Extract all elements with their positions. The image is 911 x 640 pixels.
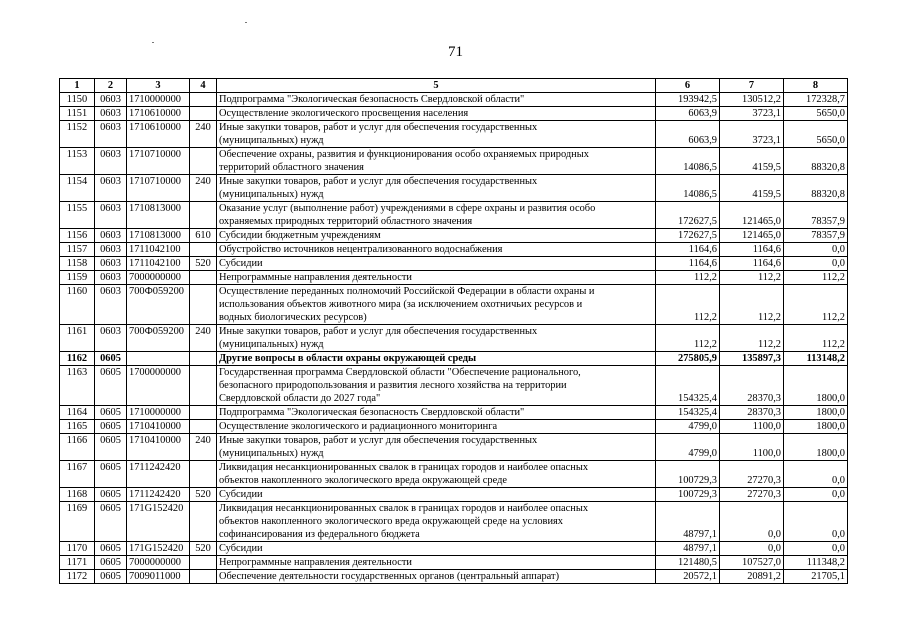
amount-cell: 0,0	[784, 257, 848, 271]
expense-type-cell	[190, 148, 217, 175]
amount-cell: 4159,5	[720, 148, 784, 175]
expense-type-cell: 240	[190, 434, 217, 461]
amount-cell: 275805,9	[656, 352, 720, 366]
amount-cell: 112,2	[720, 325, 784, 352]
table-row	[60, 461, 848, 488]
amount-cell: 0,0	[720, 542, 784, 556]
amount-cell: 172627,5	[656, 229, 720, 243]
row-number-cell: 1164	[60, 406, 95, 420]
amount-cell: 0,0	[784, 243, 848, 257]
expense-type-cell: 240	[190, 121, 217, 148]
expense-type-cell	[190, 271, 217, 285]
table-row	[60, 243, 848, 257]
amount-cell: 27270,3	[720, 461, 784, 488]
amount-cell: 1800,0	[784, 366, 848, 406]
section-cell: 0603	[95, 107, 127, 121]
item-name-cell	[217, 202, 656, 229]
expense-type-cell	[190, 420, 217, 434]
item-name-line: Иные закупки товаров, работ и услуг для обеспечения государственных	[219, 326, 538, 337]
row-number-cell: 1170	[60, 542, 95, 556]
scan-speck	[245, 22, 247, 23]
target-code-cell: 1710813000	[127, 229, 190, 243]
amount-cell: 112,2	[784, 271, 848, 285]
expense-type-cell	[190, 285, 217, 325]
table-row	[60, 202, 848, 229]
amount-cell: 112,2	[720, 271, 784, 285]
table-row	[60, 556, 848, 570]
item-name-line: территорий областного значения	[219, 162, 364, 173]
section-cell: 0605	[95, 502, 127, 542]
item-name-line: объектов накопленного экологического вреда окружающей среде	[219, 475, 507, 486]
table-row	[60, 488, 848, 502]
target-code-cell: 7000000000	[127, 271, 190, 285]
item-name-cell	[217, 271, 656, 285]
column-header: 7	[720, 79, 784, 93]
amount-cell: 1800,0	[784, 434, 848, 461]
item-name-cell	[217, 175, 656, 202]
item-name-line: Осуществление экологического просвещения населения	[219, 108, 469, 119]
amount-cell: 130512,2	[720, 93, 784, 107]
item-name-line: объектов накопленного экологического вреда окружающей среде на условиях	[219, 516, 563, 527]
table-row	[60, 542, 848, 556]
expense-type-cell	[190, 461, 217, 488]
target-code-cell: 1710813000	[127, 202, 190, 229]
row-number-cell: 1154	[60, 175, 95, 202]
section-cell: 0603	[95, 325, 127, 352]
item-name-line: (муниципальных) нужд	[219, 448, 324, 459]
expense-type-cell	[190, 570, 217, 584]
amount-cell: 193942,5	[656, 93, 720, 107]
amount-cell: 1100,0	[720, 420, 784, 434]
section-cell: 0603	[95, 243, 127, 257]
amount-cell: 112,2	[656, 285, 720, 325]
table-row	[60, 325, 848, 352]
item-name-cell	[217, 257, 656, 271]
expense-type-cell	[190, 556, 217, 570]
amount-cell: 112,2	[720, 285, 784, 325]
target-code-cell: 1711242420	[127, 461, 190, 488]
amount-cell: 1100,0	[720, 434, 784, 461]
amount-cell: 88320,8	[784, 175, 848, 202]
target-code-cell: 1710610000	[127, 121, 190, 148]
row-number-cell: 1166	[60, 434, 95, 461]
row-number-cell: 1161	[60, 325, 95, 352]
expense-type-cell: 610	[190, 229, 217, 243]
amount-cell: 28370,3	[720, 406, 784, 420]
row-number-cell: 1159	[60, 271, 95, 285]
target-code-cell: 1710710000	[127, 148, 190, 175]
table-row	[60, 420, 848, 434]
expense-type-cell	[190, 202, 217, 229]
row-number-cell: 1169	[60, 502, 95, 542]
expense-type-cell	[190, 366, 217, 406]
item-name-line: Обеспечение охраны, развития и функционирования особо охраняемых природных	[219, 149, 589, 160]
section-cell: 0605	[95, 434, 127, 461]
target-code-cell: 1710000000	[127, 406, 190, 420]
expense-type-cell	[190, 502, 217, 542]
item-name-cell	[217, 93, 656, 107]
table-header-row	[60, 79, 848, 93]
item-name-cell	[217, 148, 656, 175]
row-number-cell: 1153	[60, 148, 95, 175]
table-row	[60, 406, 848, 420]
amount-cell: 5650,0	[784, 107, 848, 121]
item-name-line: безопасного природопользования и развития лесного хозяйства на территории	[219, 380, 567, 391]
target-code-cell: 1710410000	[127, 420, 190, 434]
amount-cell: 135897,3	[720, 352, 784, 366]
section-cell: 0603	[95, 93, 127, 107]
row-number-cell: 1171	[60, 556, 95, 570]
amount-cell: 4799,0	[656, 420, 720, 434]
item-name-line: Непрограммные направления деятельности	[219, 272, 412, 283]
amount-cell: 0,0	[784, 488, 848, 502]
section-cell: 0605	[95, 488, 127, 502]
item-name-line: софинансирования из федерального бюджета	[219, 529, 420, 540]
table-row	[60, 229, 848, 243]
amount-cell: 3723,1	[720, 107, 784, 121]
target-code-cell	[127, 352, 190, 366]
item-name-line: Субсидии	[219, 543, 263, 554]
item-name-line: Подпрограмма "Экологическая безопасность Свердловской области"	[219, 407, 525, 418]
target-code-cell: 1711242420	[127, 488, 190, 502]
row-number-cell: 1157	[60, 243, 95, 257]
amount-cell: 48797,1	[656, 542, 720, 556]
amount-cell: 1164,6	[720, 243, 784, 257]
amount-cell: 3723,1	[720, 121, 784, 148]
expense-type-cell: 240	[190, 325, 217, 352]
expense-type-cell	[190, 107, 217, 121]
row-number-cell: 1152	[60, 121, 95, 148]
amount-cell: 111348,2	[784, 556, 848, 570]
item-name-line: Субсидии	[219, 489, 263, 500]
table-row	[60, 570, 848, 584]
target-code-cell: 1710610000	[127, 107, 190, 121]
section-cell: 0605	[95, 570, 127, 584]
item-name-cell	[217, 570, 656, 584]
amount-cell: 112,2	[784, 285, 848, 325]
amount-cell: 21705,1	[784, 570, 848, 584]
amount-cell: 121480,5	[656, 556, 720, 570]
section-cell: 0605	[95, 420, 127, 434]
amount-cell: 112,2	[656, 271, 720, 285]
amount-cell: 14086,5	[656, 175, 720, 202]
amount-cell: 6063,9	[656, 107, 720, 121]
amount-cell: 154325,4	[656, 366, 720, 406]
item-name-cell	[217, 285, 656, 325]
table-row	[60, 366, 848, 406]
section-cell: 0605	[95, 406, 127, 420]
amount-cell: 0,0	[784, 502, 848, 542]
amount-cell: 14086,5	[656, 148, 720, 175]
section-cell: 0603	[95, 271, 127, 285]
amount-cell: 0,0	[784, 542, 848, 556]
target-code-cell: 171G152420	[127, 542, 190, 556]
item-name-line: Ликвидация несанкционированных свалок в границах городов и наиболее опасных	[219, 462, 589, 473]
item-name-cell	[217, 420, 656, 434]
amount-cell: 28370,3	[720, 366, 784, 406]
section-cell: 0603	[95, 229, 127, 243]
amount-cell: 20891,2	[720, 570, 784, 584]
amount-cell: 27270,3	[720, 488, 784, 502]
amount-cell: 121465,0	[720, 202, 784, 229]
item-name-line: Подпрограмма "Экологическая безопасность Свердловской области"	[219, 94, 525, 105]
table-row	[60, 352, 848, 366]
expense-type-cell: 240	[190, 175, 217, 202]
scan-speck	[152, 42, 154, 43]
row-number-cell: 1165	[60, 420, 95, 434]
column-header: 6	[656, 79, 720, 93]
row-number-cell: 1163	[60, 366, 95, 406]
amount-cell: 112,2	[656, 325, 720, 352]
amount-cell: 88320,8	[784, 148, 848, 175]
item-name-line: Осуществление переданных полномочий Российской Федерации в области охраны и	[219, 286, 595, 297]
target-code-cell: 171G152420	[127, 502, 190, 542]
table-row	[60, 502, 848, 542]
amount-cell: 48797,1	[656, 502, 720, 542]
budget-table	[59, 78, 848, 584]
target-code-cell: 1710710000	[127, 175, 190, 202]
expense-type-cell: 520	[190, 257, 217, 271]
expense-type-cell	[190, 243, 217, 257]
item-name-cell	[217, 107, 656, 121]
page-number: 71	[448, 44, 463, 60]
amount-cell: 4799,0	[656, 434, 720, 461]
item-name-line: Ликвидация несанкционированных свалок в границах городов и наиболее опасных	[219, 503, 589, 514]
section-cell: 0603	[95, 202, 127, 229]
amount-cell: 154325,4	[656, 406, 720, 420]
item-name-cell	[217, 352, 656, 366]
table-row	[60, 148, 848, 175]
section-cell: 0603	[95, 175, 127, 202]
row-number-cell: 1167	[60, 461, 95, 488]
amount-cell: 0,0	[720, 502, 784, 542]
section-cell: 0605	[95, 542, 127, 556]
amount-cell: 100729,3	[656, 488, 720, 502]
section-cell: 0605	[95, 366, 127, 406]
section-cell: 0605	[95, 556, 127, 570]
amount-cell: 6063,9	[656, 121, 720, 148]
item-name-cell	[217, 325, 656, 352]
item-name-line: (муниципальных) нужд	[219, 135, 324, 146]
amount-cell: 1164,6	[656, 257, 720, 271]
target-code-cell: 1710410000	[127, 434, 190, 461]
target-code-cell: 1711042100	[127, 257, 190, 271]
item-name-cell	[217, 488, 656, 502]
target-code-cell: 7009011000	[127, 570, 190, 584]
item-name-line: водных биологических ресурсов)	[219, 312, 367, 323]
target-code-cell: 7000000000	[127, 556, 190, 570]
column-header: 3	[127, 79, 190, 93]
item-name-line: (муниципальных) нужд	[219, 339, 324, 350]
table-row	[60, 271, 848, 285]
row-number-cell: 1150	[60, 93, 95, 107]
item-name-line: Обустройство источников нецентрализованного водоснабжения	[219, 244, 503, 255]
item-name-cell	[217, 366, 656, 406]
item-name-line: охраняемых природных территорий областного значения	[219, 216, 473, 227]
amount-cell: 121465,0	[720, 229, 784, 243]
amount-cell: 172627,5	[656, 202, 720, 229]
item-name-line: Иные закупки товаров, работ и услуг для обеспечения государственных	[219, 435, 538, 446]
table-row	[60, 121, 848, 148]
row-number-cell: 1168	[60, 488, 95, 502]
section-cell: 0605	[95, 461, 127, 488]
table-row	[60, 257, 848, 271]
item-name-cell	[217, 121, 656, 148]
target-code-cell: 700Ф059200	[127, 285, 190, 325]
item-name-line: Оказание услуг (выполнение работ) учреждениями в сфере охраны и развития особо	[219, 203, 596, 214]
expense-type-cell	[190, 352, 217, 366]
amount-cell: 112,2	[784, 325, 848, 352]
row-number-cell: 1172	[60, 570, 95, 584]
amount-cell: 78357,9	[784, 202, 848, 229]
amount-cell: 78357,9	[784, 229, 848, 243]
table-row	[60, 285, 848, 325]
expense-type-cell: 520	[190, 542, 217, 556]
row-number-cell: 1158	[60, 257, 95, 271]
item-name-line: Свердловской области до 2027 года"	[219, 393, 381, 404]
section-cell: 0603	[95, 285, 127, 325]
item-name-line: Обеспечение деятельности государственных органов (центральный аппарат)	[219, 571, 560, 582]
item-name-cell	[217, 434, 656, 461]
target-code-cell: 1710000000	[127, 93, 190, 107]
table-row	[60, 175, 848, 202]
table-row	[60, 434, 848, 461]
amount-cell: 172328,7	[784, 93, 848, 107]
item-name-cell	[217, 406, 656, 420]
item-name-line: использования объектов животного мира (за исключением охотничьих ресурсов и	[219, 299, 583, 310]
section-cell: 0603	[95, 121, 127, 148]
amount-cell: 5650,0	[784, 121, 848, 148]
item-name-line: Субсидии бюджетным учреждениям	[219, 230, 381, 241]
row-number-cell: 1162	[60, 352, 95, 366]
amount-cell: 0,0	[784, 461, 848, 488]
amount-cell: 1164,6	[720, 257, 784, 271]
amount-cell: 1800,0	[784, 420, 848, 434]
item-name-cell	[217, 542, 656, 556]
item-name-line: Осуществление экологического и радиационного мониторинга	[219, 421, 498, 432]
item-name-cell	[217, 243, 656, 257]
amount-cell: 100729,3	[656, 461, 720, 488]
column-header: 4	[190, 79, 217, 93]
amount-cell: 113148,2	[784, 352, 848, 366]
row-number-cell: 1156	[60, 229, 95, 243]
item-name-line: Иные закупки товаров, работ и услуг для обеспечения государственных	[219, 122, 538, 133]
amount-cell: 1800,0	[784, 406, 848, 420]
item-name-cell	[217, 502, 656, 542]
target-code-cell: 1711042100	[127, 243, 190, 257]
section-cell: 0603	[95, 257, 127, 271]
expense-type-cell: 520	[190, 488, 217, 502]
table-row	[60, 93, 848, 107]
table-row	[60, 107, 848, 121]
item-name-line: (муниципальных) нужд	[219, 189, 324, 200]
amount-cell: 4159,5	[720, 175, 784, 202]
item-name-line: Другие вопросы в области охраны окружающей среды	[219, 353, 477, 364]
row-number-cell: 1160	[60, 285, 95, 325]
item-name-cell	[217, 556, 656, 570]
target-code-cell: 700Ф059200	[127, 325, 190, 352]
column-header: 5	[217, 79, 656, 93]
item-name-line: Иные закупки товаров, работ и услуг для обеспечения государственных	[219, 176, 538, 187]
column-header: 8	[784, 79, 848, 93]
item-name-cell	[217, 229, 656, 243]
section-cell: 0605	[95, 352, 127, 366]
row-number-cell: 1155	[60, 202, 95, 229]
item-name-line: Субсидии	[219, 258, 263, 269]
item-name-cell	[217, 461, 656, 488]
expense-type-cell	[190, 93, 217, 107]
item-name-line: Непрограммные направления деятельности	[219, 557, 412, 568]
amount-cell: 107527,0	[720, 556, 784, 570]
expense-type-cell	[190, 406, 217, 420]
column-header: 1	[60, 79, 95, 93]
section-cell: 0603	[95, 148, 127, 175]
amount-cell: 1164,6	[656, 243, 720, 257]
column-header: 2	[95, 79, 127, 93]
amount-cell: 20572,1	[656, 570, 720, 584]
row-number-cell: 1151	[60, 107, 95, 121]
item-name-line: Государственная программа Свердловской области "Обеспечение рационального,	[219, 367, 581, 378]
target-code-cell: 1700000000	[127, 366, 190, 406]
